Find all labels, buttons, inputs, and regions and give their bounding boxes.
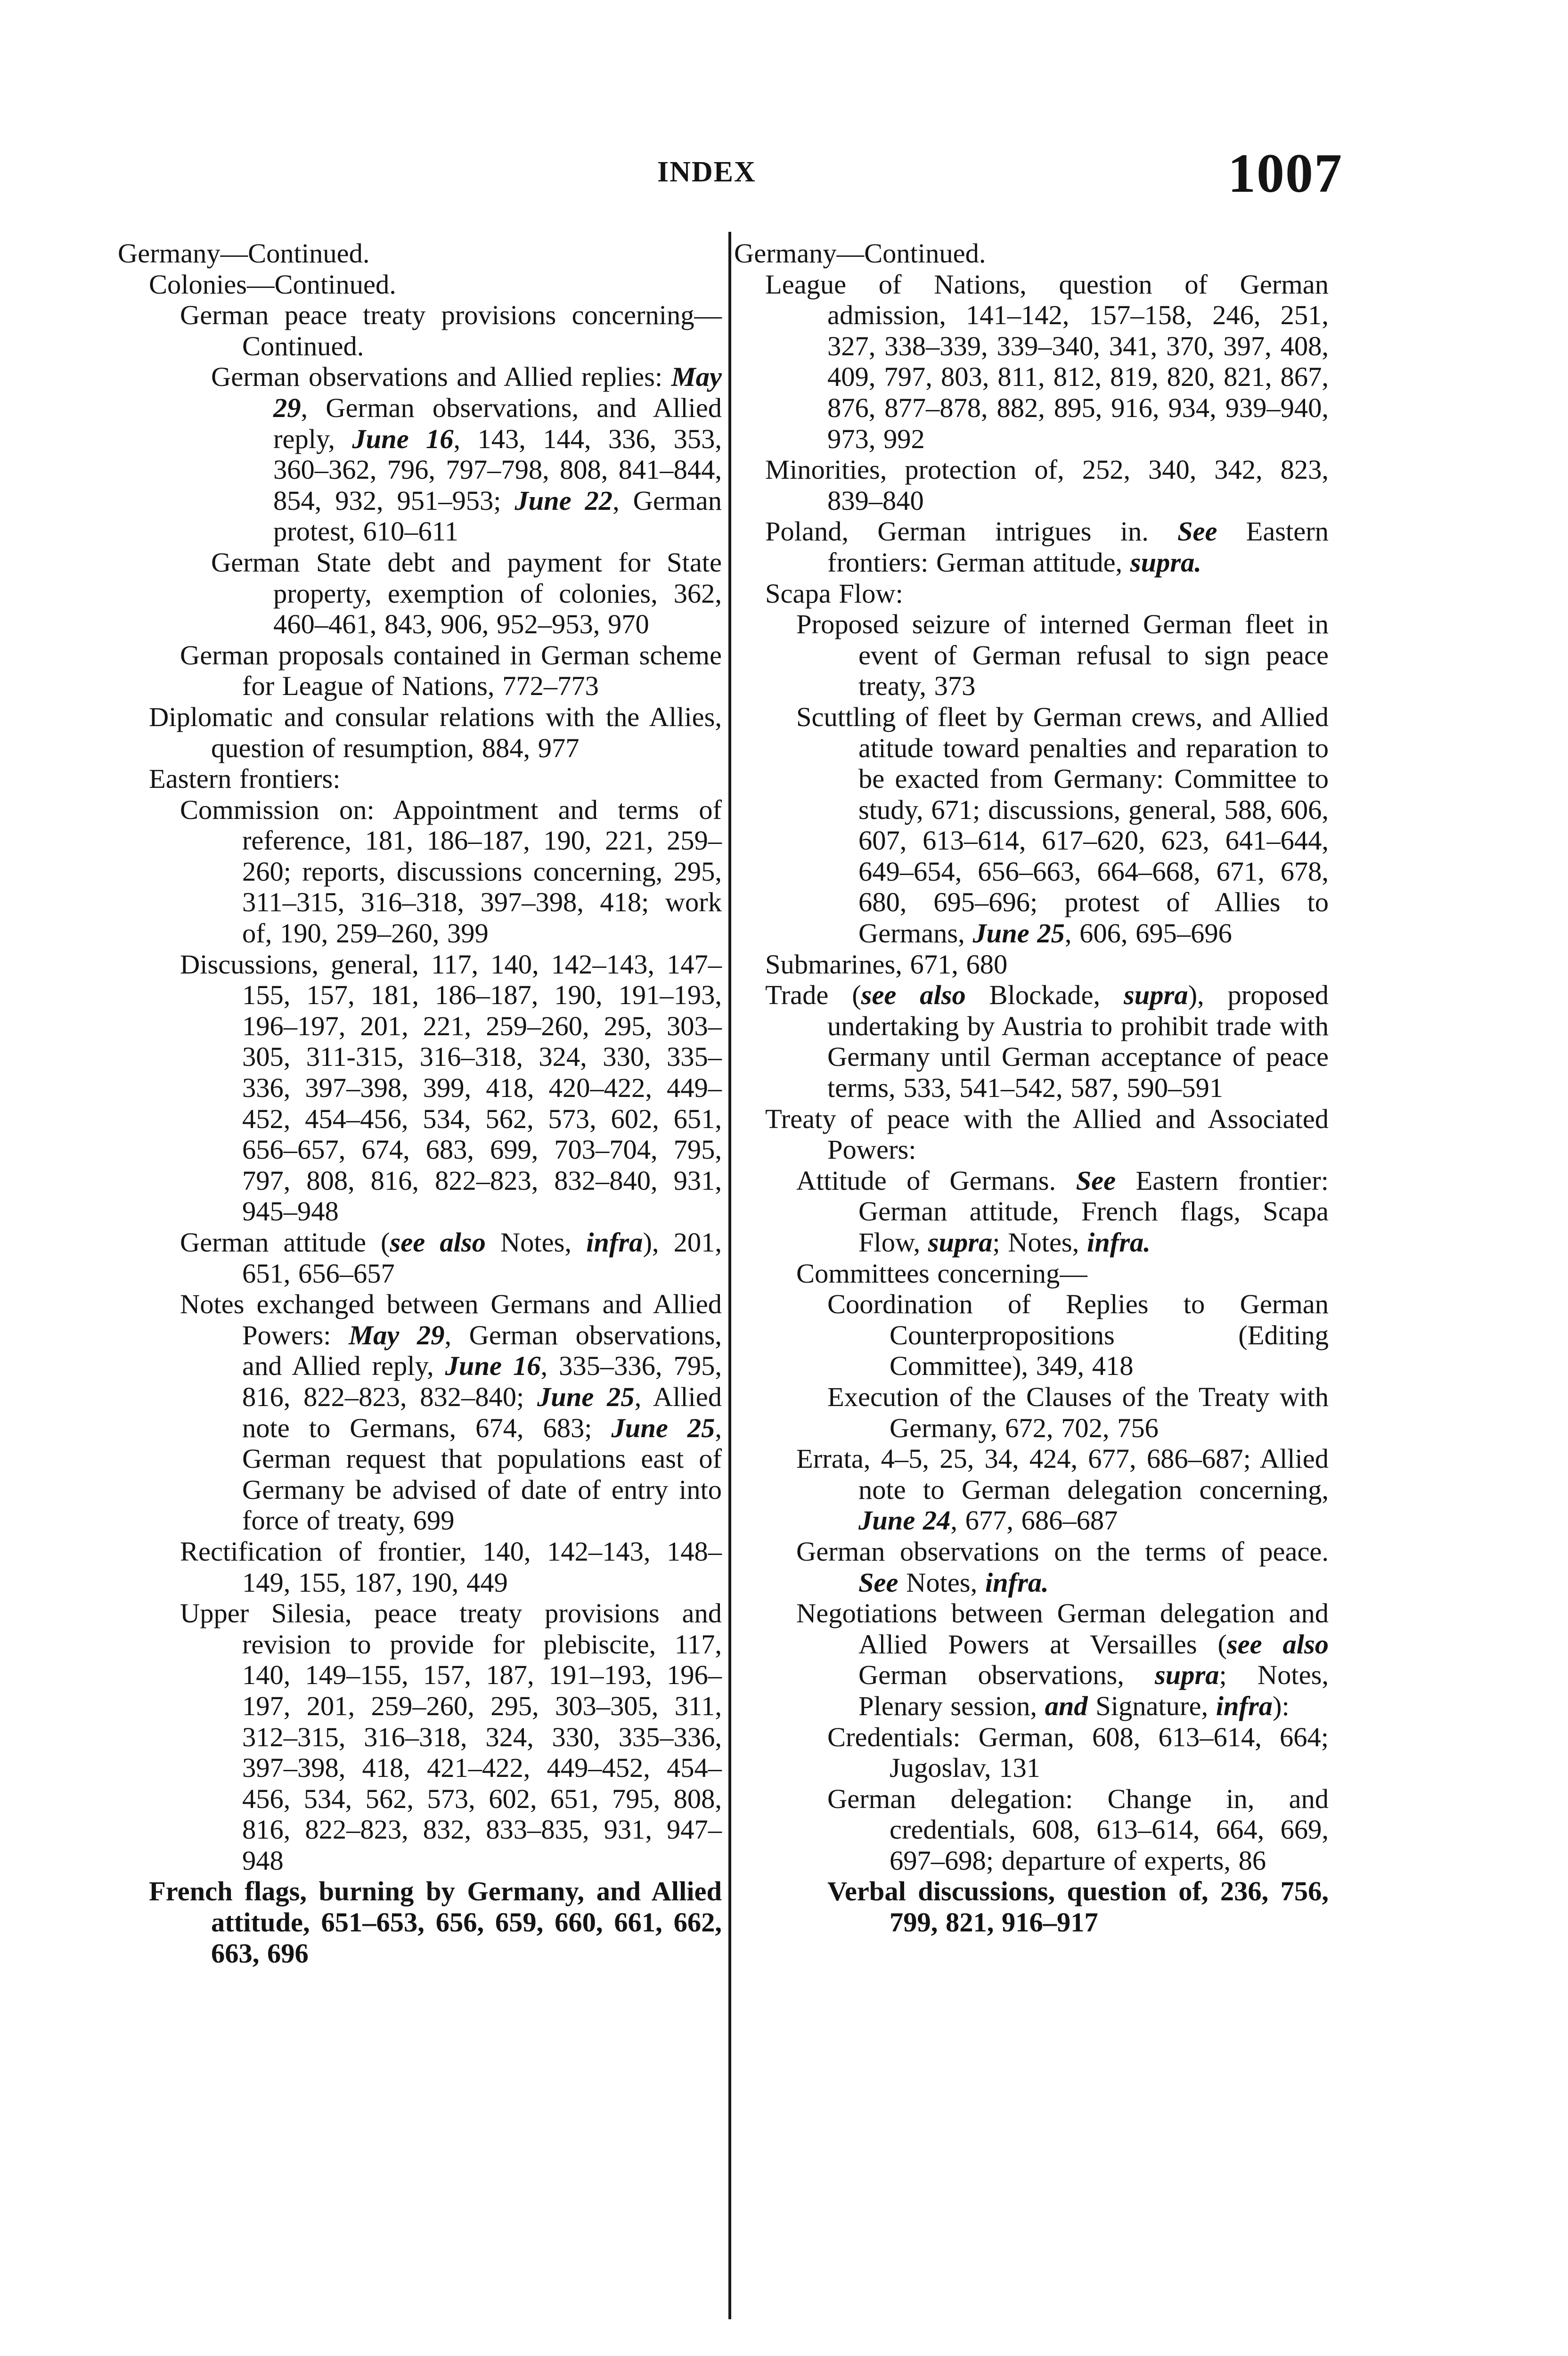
index-entry-text: , German protest, 610–611 [273,485,722,547]
index-entry [734,1382,1329,1443]
index-entry [734,1258,1329,1289]
index-entry-text: ): [1273,1690,1290,1721]
index-entry [734,516,1329,578]
index-entry-emphasis: see also [861,980,966,1011]
index-entry-text: Eastern frontiers: German attitude, [827,516,1329,578]
index-entry-text: Committees concerning— [796,1258,1087,1289]
index-entry-text: Treaty of peace with the Allied and Associated Powers: [765,1103,1329,1165]
index-entry [734,454,1329,516]
index-entry-emphasis: see also [390,1227,486,1258]
index-entry [734,609,1329,702]
index-entry-emphasis: See [858,1567,898,1598]
index-entry [118,1227,722,1289]
index-entry-emphasis: See [1076,1165,1116,1196]
index-entry-emphasis: May 29 [349,1319,445,1350]
index-entry-text: , German request that populations east of Germany be advised of date of entry into force of treaty, 699 [242,1412,722,1536]
index-entry-text: ), proposed undertaking by Austria to prohibit trade with Germany until German acceptance of peace terms, 533, 541–542, 587, 590–591 [827,980,1329,1104]
index-entry [118,361,722,547]
index-entry-text: Rectification of frontier, 140, 142–143, 148–149, 155, 187, 190, 449 [180,1536,722,1598]
index-entry-emphasis: supra [1124,980,1188,1011]
index-entry-text: German observations, [858,1660,1155,1691]
index-entry-emphasis: June 16 [352,423,454,454]
index-entry-emphasis: supra [928,1227,993,1258]
index-entry-text: Germany—Continued. [118,238,370,269]
index-entry-text: Eastern frontier: German attitude, French flags, Scapa Flow, [858,1165,1329,1258]
index-entry-emphasis: See [1177,516,1217,547]
index-entry [734,238,1329,269]
index-entry [734,1165,1329,1258]
index-entry [118,1289,722,1536]
index-entry [118,238,722,269]
index-entry-text: German observations on the terms of peace. [796,1536,1329,1567]
running-title: INDEX [657,156,756,188]
index-entry-text: , 143, 144, 336, 353, 360–362, 796, 797–798, 808, 841–844, 854, 932, 951–953; [273,423,722,516]
index-entry [118,300,722,361]
index-entry [734,1722,1329,1783]
index-entry-text: Minorities, protection of, 252, 340, 342, 823, 839–840 [765,454,1329,516]
index-entry-text: Scuttling of fleet by German crews, and Allied atitude toward penalties and reparation to be exacted from Germany: Committee to study, 671; discussions, general, 588, 606, 607, 613–614, 617–620, 623, 641–644, 649–654, 656–663, 664–668, 671, 678, 680, 695–696; protest of Allies to Germans, [796,701,1329,949]
index-entry-text: Eastern frontiers: [149,763,341,794]
index-entry-emphasis: infra. [1086,1227,1151,1258]
index-column-right [734,238,1329,1938]
index-entry-emphasis: see also [1226,1628,1329,1660]
index-entry-text: Scapa Flow: [765,578,903,609]
index-entry-text: Commission on: Appointment and terms of reference, 181, 186–187, 190, 221, 259–260; reports, discussions concerning, 295, 311–315, 316–318, 397–398, 418; work of, 190, 259–260, 399 [180,794,722,949]
index-entry [118,640,722,702]
index-entry-emphasis: infra. [985,1567,1049,1598]
index-entry [118,763,722,794]
index-entry-text: Execution of the Clauses of the Treaty with Germany, 672, 702, 756 [827,1381,1329,1443]
index-entry-text: Notes, [485,1227,587,1258]
index-entry-text: , 677, 686–687 [950,1505,1118,1536]
index-entry [734,980,1329,1103]
index-entry-text: Proposed seizure of interned German fleet in event of German refusal to sign peace treaty, 373 [796,609,1329,702]
index-entry-emphasis: June 24 [858,1505,951,1536]
index-entry-text: German attitude ( [180,1227,390,1258]
index-entry [118,269,722,300]
index-entry [734,1443,1329,1536]
index-entry-text: Upper Silesia, peace treaty provisions and revision to provide for plebiscite, 117, 140, 149–155, 157, 187, 191–193, 196–197, 201, 259–260, 295, 303–305, 311, 312–315, 316–318, 324, 330, 335–336, 397–398, 418, 421–422, 449–452, 454–456, 534, 562, 573, 602, 651, 795, 808, 816, 822–823, 832, 833–835, 931, 947–948 [180,1598,722,1876]
index-entry-text: ; Notes, [992,1227,1087,1258]
index-entry [734,1876,1329,1938]
index-entry-emphasis: infra [586,1227,643,1258]
index-entry [118,547,722,640]
index-entry [734,702,1329,949]
index-entry-text: , 606, 695–696 [1064,918,1232,949]
page-number: 1007 [1228,142,1343,204]
index-entry-text: Attitude of Germans. [796,1165,1076,1196]
index-entry-emphasis: supra. [1130,547,1201,578]
page-header [0,141,1568,207]
index-entry-text: German proposals contained in German scheme for League of Nations, 772–773 [180,639,722,702]
index-entry [734,269,1329,455]
index-entry [118,1536,722,1598]
index-entry-text: Trade ( [765,980,861,1011]
index-entry-text: Signature, [1087,1690,1216,1721]
index-entry-text: German observations and Allied replies: [211,361,671,393]
index-entry [118,1876,722,1969]
index-entry-emphasis: supra [1154,1660,1219,1691]
index-entry-emphasis: June 25 [611,1412,715,1443]
index-entry [734,1598,1329,1721]
index-entry-text: Blockade, [965,980,1124,1011]
index-entry-text: , German observations, and Allied reply, [242,1319,722,1382]
index-entry-text: Notes exchanged between Germans and Allied Powers: [180,1289,722,1350]
index-entry-text: , 335–336, 795, 816, 822–823, 832–840; [242,1350,722,1412]
index-entry-text: Colonies—Continued. [149,269,396,300]
index-entry-text: Verbal discussions, question of, 236, 756, 799, 821, 916–917 [827,1876,1329,1938]
index-entry-text: , German observations, and Allied reply, [273,392,722,454]
index-entry [118,702,722,763]
index-entry-text: , Allied note to Germans, 674, 683; [242,1381,722,1443]
index-entry [118,1598,722,1876]
index-entry-text: Germany—Continued. [734,238,986,269]
index-entry-emphasis: June 25 [537,1381,635,1412]
index-entry-text: Diplomatic and consular relations with the Allies, question of resumption, 884, 977 [149,701,722,763]
index-entry-emphasis: and [1045,1690,1088,1721]
index-entry-emphasis: infra [1216,1690,1273,1721]
index-entry [118,794,722,949]
index-entry-text: ; Notes, Plenary session, [858,1660,1329,1721]
index-entry-text: Submarines, 671, 680 [765,949,1008,980]
index-entry-text: League of Nations, question of German admission, 141–142, 157–158, 246, 251, 327, 338–339, 339–340, 341, 370, 397, 408, 409, 797, 803, 811, 812, 819, 820, 821, 867, 876, 877–878, 882, 895, 916, 934, 939–940, 973, 992 [765,269,1329,454]
index-entry-text: German peace treaty provisions concerning—Continued. [180,300,722,361]
index-entry-text: Errata, 4–5, 25, 34, 424, 677, 686–687; Allied note to German delegation concerning, [796,1443,1329,1505]
index-entry-emphasis: June 16 [445,1350,541,1382]
index-entry [734,578,1329,609]
index-entry-text: ), 201, 651, 656–657 [242,1227,722,1289]
index-entry [734,1289,1329,1382]
index-entry-emphasis: June 25 [972,918,1065,949]
index-entry [734,949,1329,980]
index-entry-text: French flags, burning by Germany, and Allied attitude, 651–653, 656, 659, 660, 661, 662, 663, 696 [149,1876,722,1969]
index-entry-text: Discussions, general, 117, 140, 142–143, 147–155, 157, 181, 186–187, 190, 191–193, 196–197, 201, 221, 259–260, 295, 303–305, 311-315, 316–318, 324, 330, 335–336, 397–398, 399, 418, 420–422, 449–452, 454–456, 534, 562, 573, 602, 651, 656–657, 674, 683, 699, 703–704, 795, 797, 808, 816, 822–823, 832–840, 931, 945–948 [180,949,722,1227]
index-entry-text: Negotiations between German delegation and Allied Powers at Versailles ( [796,1598,1329,1660]
index-entry-text: Credentials: German, 608, 613–614, 664; Jugoslav, 131 [827,1721,1329,1783]
index-entry-text: Notes, [898,1567,985,1598]
index-entry-emphasis: June 22 [514,485,613,516]
index-entry-text: German State debt and payment for State property, exemption of colonies, 362, 460–461, 843, 906, 952–953, 970 [211,547,722,640]
index-entry [734,1783,1329,1876]
index-entry-emphasis: May 29 [273,361,722,423]
index-entry [118,949,722,1227]
index-entry [734,1104,1329,1165]
index-entry-text: German delegation: Change in, and credentials, 608, 613–614, 664, 669, 697–698; departure of experts, 86 [827,1783,1329,1876]
index-entry-text: Poland, German intrigues in. [765,516,1177,547]
column-divider [728,232,731,2319]
index-entry [734,1536,1329,1598]
index-entry-text: Coordination of Replies to German Counterpropositions (Editing Committee), 349, 418 [827,1289,1329,1382]
index-column-left [118,238,722,1969]
